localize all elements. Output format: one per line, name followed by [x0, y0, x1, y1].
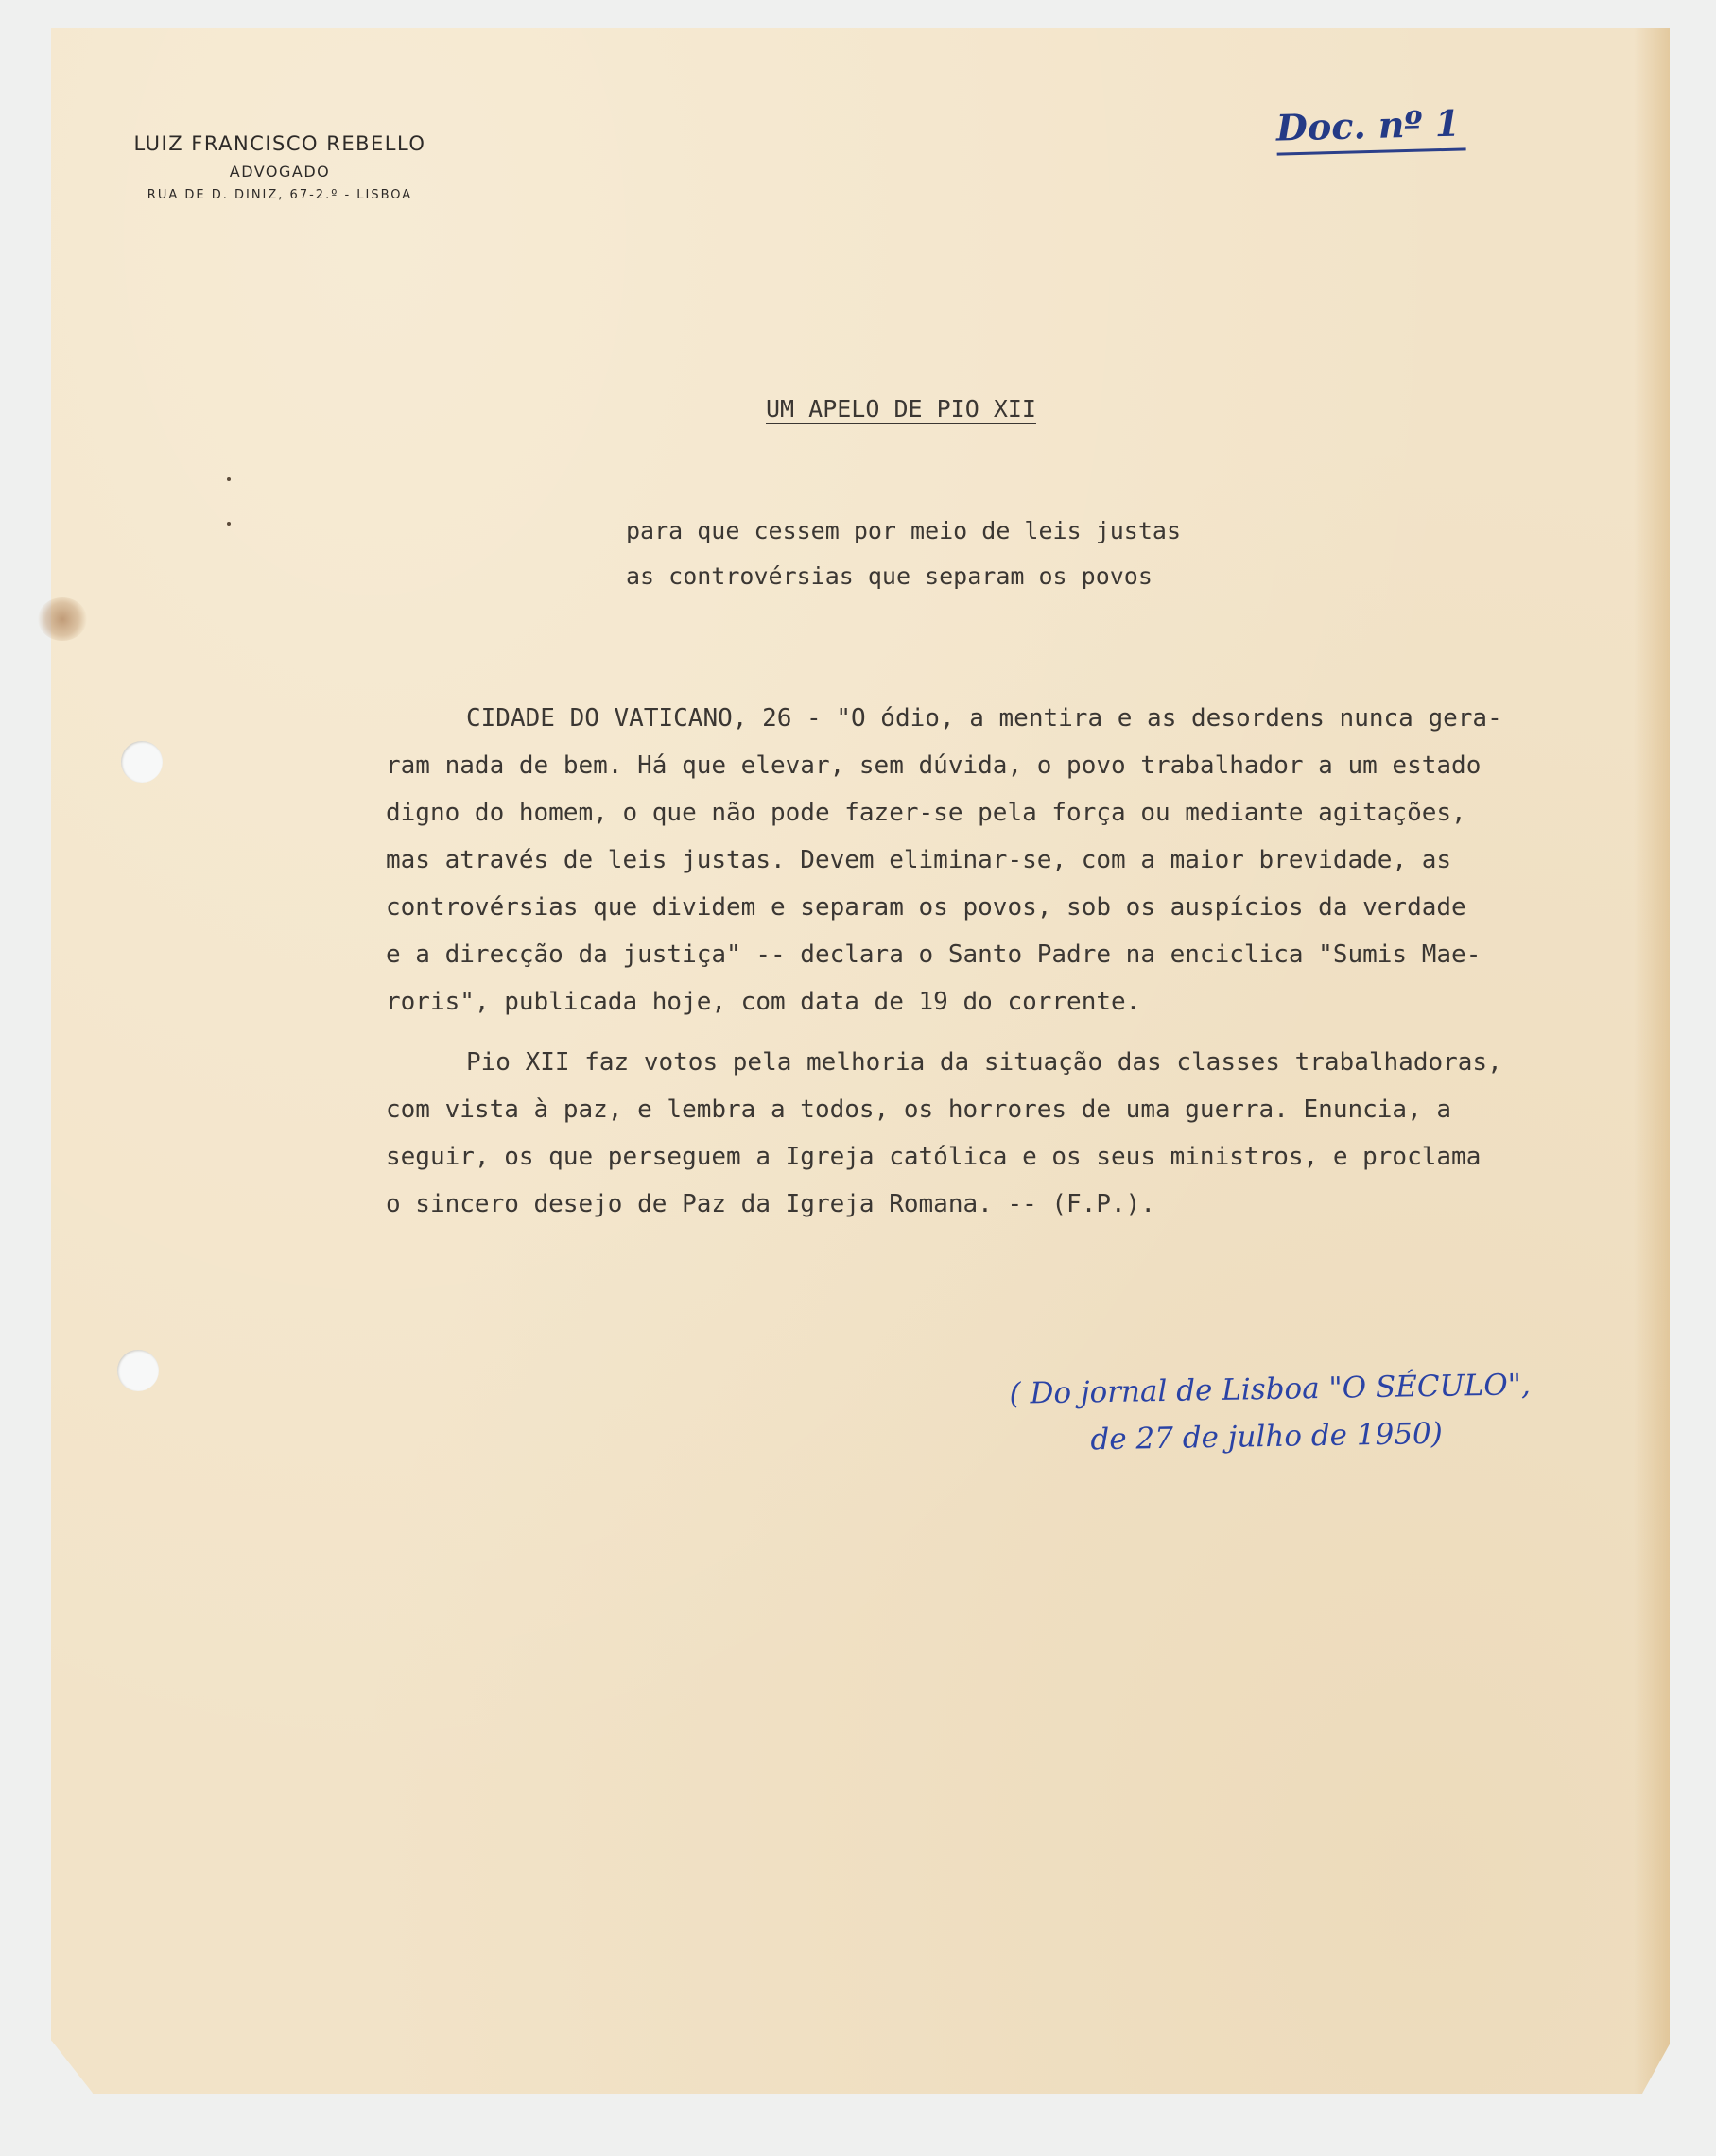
subtitle-line: as controvérsias que separam os povos [626, 562, 1153, 590]
body-line: digno do homem, o que não pode fazer-se pela força ou mediante agitações, [386, 799, 1466, 827]
article-subtitle [626, 509, 1181, 599]
paragraph-1 [386, 695, 1502, 1026]
body-line: com vista à paz, e lembra a todos, os horrores de uma guerra. Enuncia, a [386, 1095, 1452, 1124]
paragraph-2 [386, 1039, 1502, 1228]
body-line: Pio XII faz votos pela melhoria da situação das classes trabalhadoras, [466, 1048, 1502, 1077]
subtitle-line: para que cessem por meio de leis justas [626, 517, 1181, 544]
body-line: CIDADE DO VATICANO, 26 - "O ódio, a mentira e as desordens nunca gera- [466, 704, 1502, 733]
article-headline: UM APELO DE PIO XII [766, 395, 1036, 423]
body-line: controvérsias que dividem e separam os povos, sob os auspícios da verdade [386, 893, 1466, 922]
body-line: roris", publicada hoje, com data de 19 do corrente. [386, 988, 1141, 1016]
letterhead-title: ADVOGADO [229, 163, 331, 181]
handnote-line: de 27 de julho de 1950) [1090, 1416, 1444, 1457]
letterhead [129, 132, 431, 202]
punch-hole-bottom [117, 1350, 159, 1391]
paper-edge-stain [1634, 28, 1670, 2094]
body-line: ram nada de bem. Há que elevar, sem dúvida, o povo trabalhador a um estado [386, 751, 1482, 780]
body-line: o sincero desejo de Paz da Igreja Romana. -- (F.P.). [386, 1190, 1155, 1218]
body-line: mas através de leis justas. Devem eliminar-se, com a maior brevidade, as [386, 846, 1452, 874]
article-body [386, 695, 1502, 1228]
punch-hole-top [121, 741, 163, 783]
ink-stain [38, 597, 87, 641]
speck [227, 522, 231, 526]
letterhead-name: LUIZ FRANCISCO REBELLO [133, 132, 426, 155]
handnote-line: ( Do jornal de Lisboa "O SÉCULO", [1009, 1368, 1532, 1411]
document-reference: Doc. nº 1 [1275, 101, 1465, 155]
handwritten-source-note [1009, 1361, 1532, 1465]
body-line: e a direcção da justiça" -- declara o Santo Padre na enciclica "Sumis Mae- [386, 940, 1482, 969]
body-line: seguir, os que perseguem a Igreja católica e os seus ministros, e proclama [386, 1143, 1482, 1171]
letterhead-address: RUA DE D. DINIZ, 67-2.º - LISBOA [147, 188, 413, 202]
speck [227, 477, 231, 481]
